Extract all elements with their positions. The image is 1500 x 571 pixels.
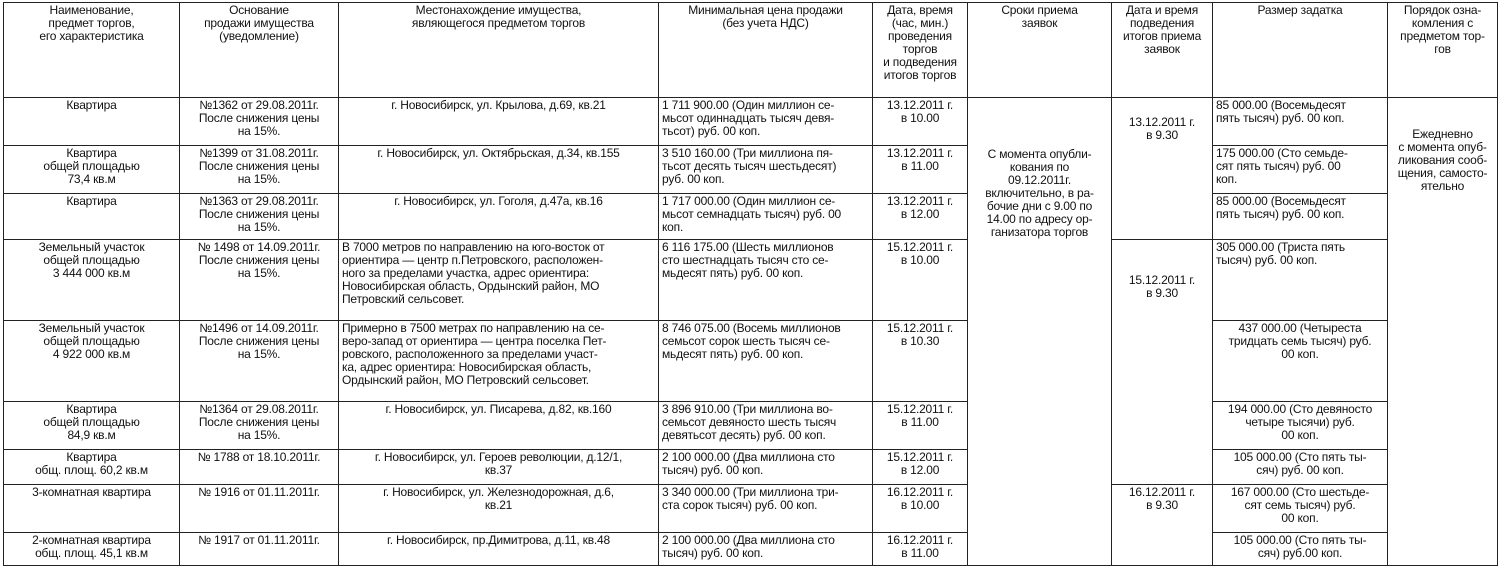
- lot-datetime: 16.12.2011 г. в 11.00: [873, 533, 968, 566]
- lot-datetime: 13.12.2011 г. в 10.00: [873, 98, 968, 146]
- lot-basis: №1364 от 29.08.2011г. После снижения цены на 15%.: [180, 402, 339, 450]
- lot-location: г. Новосибирск, ул. Гоголя, д.47а, кв.16: [339, 194, 659, 240]
- lot-basis: № 1498 от 14.09.2011г. После снижения цены на 15%.: [180, 240, 339, 321]
- lot-location: В 7000 метров по направлению на юго-восток от ориентира — центр п.Петровского, расположен- ного за пределами участка, адрес ориентира: Новосибирская область, Ордынский район, МО Петровский сельсовет.: [339, 240, 659, 321]
- table-row: [4, 98, 1498, 146]
- lot-name: Земельный участок общей площадью 3 444 000 кв.м: [4, 240, 180, 321]
- table-row: [4, 402, 1498, 450]
- lot-basis: № 1788 от 18.10.2011г.: [180, 450, 339, 485]
- lot-name: Квартира общ. площ. 60,2 кв.м: [4, 450, 180, 485]
- lot-price: 3 340 000.00 (Три миллиона три- ста сорок тысяч) руб. 00 коп.: [659, 485, 873, 533]
- header-auction-datetime: Дата, время (час, мин.) проведения торгов и подведения итогов торгов: [873, 3, 968, 98]
- lot-price: 8 746 075.00 (Восемь миллионов семьсот сорок шесть тысяч се- мьдесят пять) руб. 00 коп.: [659, 321, 873, 402]
- lot-datetime: 13.12.2011 г. в 11.00: [873, 146, 968, 194]
- summary-datetime: 16.12.2011 г. в 9.30: [1112, 485, 1213, 566]
- lot-deposit: 167 000.00 (Сто шестьде- сят семь тысяч) руб. 00 коп.: [1213, 485, 1388, 533]
- lot-deposit: 105 000.00 (Сто пять ты- сяч) руб.00 коп.: [1213, 533, 1388, 566]
- lot-location: Примерно в 7500 метрах по направлению на се- веро-запад от ориентира — центра поселка Пет- ровского, расположенного за пределами участ- ка, адрес ориентира: Новосибирская область, Ордынский район, МО Петровский сельсовет.: [339, 321, 659, 402]
- lot-price: 6 116 175.00 (Шесть миллионов сто шестнадцать тысяч сто се- мьдесят пять) руб. 00 коп.: [659, 240, 873, 321]
- table-row: [4, 321, 1498, 402]
- lot-price: 2 100 000.00 (Два миллиона сто тысяч) руб. 00 коп.: [659, 450, 873, 485]
- header-name: Наименование, предмет торгов, его характеристика: [4, 3, 180, 98]
- lot-price: 1 717 000.00 (Один миллион се- мьсот семнадцать тысяч) руб. 00 коп.: [659, 194, 873, 240]
- table-row: [4, 240, 1498, 321]
- summary-datetime: 15.12.2011 г. в 9.30: [1112, 240, 1213, 485]
- lot-name: 3-комнатная квартира: [4, 485, 180, 533]
- header-row: [4, 3, 1498, 98]
- lot-name: Квартира: [4, 98, 180, 146]
- lot-datetime: 15.12.2011 г. в 12.00: [873, 450, 968, 485]
- lot-basis: № 1917 от 01.11.2011г.: [180, 533, 339, 566]
- lot-deposit: 85 000.00 (Восемьдесят пять тысяч) руб. 00 коп.: [1213, 98, 1388, 146]
- lot-location: г. Новосибирск, ул. Железнодорожная, д.6, кв.21: [339, 485, 659, 533]
- summary-datetime: 13.12.2011 г. в 9.30: [1112, 98, 1213, 240]
- header-min-price: Минимальная цена продажи (без учета НДС): [659, 3, 873, 98]
- lot-name: Земельный участок общей площадью 4 922 000 кв.м: [4, 321, 180, 402]
- lot-datetime: 13.12.2011 г. в 12.00: [873, 194, 968, 240]
- header-summary-datetime: Дата и время подведения итогов приема заявок: [1112, 3, 1213, 98]
- lot-price: 2 100 000.00 (Два миллиона сто тысяч) руб. 00 коп.: [659, 533, 873, 566]
- lot-name: Квартира общей площадью 84,9 кв.м: [4, 402, 180, 450]
- familiarization: Ежедневно с момента опуб- ликования сооб- щения, самосто- ятельно: [1388, 98, 1498, 566]
- lot-price: 3 896 910.00 (Три миллиона во- семьсот девяносто шесть тысяч девятьсот десять) руб. 00 коп.: [659, 402, 873, 450]
- lot-basis: №1363 от 29.08.2011г. После снижения цены на 15%.: [180, 194, 339, 240]
- table-row: [4, 146, 1498, 194]
- header-location: Местонахождение имущества, являющегося предметом торгов: [339, 3, 659, 98]
- lot-location: г. Новосибирск, ул. Октябрьская, д.34, кв.155: [339, 146, 659, 194]
- lot-datetime: 15.12.2011 г. в 10.00: [873, 240, 968, 321]
- lot-location: г. Новосибирск, ул. Крылова, д.69, кв.21: [339, 98, 659, 146]
- lot-datetime: 16.12.2011 г. в 10.00: [873, 485, 968, 533]
- header-application-period: Сроки приема заявок: [968, 3, 1112, 98]
- lot-name: 2-комнатная квартира общ. площ. 45,1 кв.м: [4, 533, 180, 566]
- lot-basis: №1362 от 29.08.2011г. После снижения цены на 15%.: [180, 98, 339, 146]
- lot-deposit: 305 000.00 (Триста пять тысяч) руб. 00 коп.: [1213, 240, 1388, 321]
- lot-deposit: 85 000.00 (Восемьдесят пять тысяч) руб. 00 коп.: [1213, 194, 1388, 240]
- lot-location: г. Новосибирск, ул. Писарева, д.82, кв.160: [339, 402, 659, 450]
- lot-location: г. Новосибирск, пр.Димитрова, д.11, кв.48: [339, 533, 659, 566]
- lot-price: 3 510 160.00 (Три миллиона пя- тьсот десять тысяч шестьдесят) руб. 00 коп.: [659, 146, 873, 194]
- table-row: [4, 485, 1498, 533]
- header-deposit: Размер задатка: [1213, 3, 1388, 98]
- lot-name: Квартира общей площадью 73,4 кв.м: [4, 146, 180, 194]
- table-row: [4, 450, 1498, 485]
- auction-notice-table: [3, 2, 1498, 566]
- lot-deposit: 105 000.00 (Сто пять ты- сяч) руб. 00 коп.: [1213, 450, 1388, 485]
- application-period: С момента опубли- кования по 09.12.2011г. включительно, в ра- бочие дни с 9.00 по 14.00 по адресу ор- ганизатора торгов: [968, 98, 1112, 566]
- lot-deposit: 437 000.00 (Четыреста тридцать семь тысяч) руб. 00 коп.: [1213, 321, 1388, 402]
- header-basis: Основание продажи имущества (уведомление): [180, 3, 339, 98]
- lot-deposit: 175 000.00 (Сто семьде- сят пять тысяч) руб. 00 коп.: [1213, 146, 1388, 194]
- lot-datetime: 15.12.2011 г. в 10.30: [873, 321, 968, 402]
- table-row: [4, 533, 1498, 566]
- lot-price: 1 711 900.00 (Один миллион се- мьсот одиннадцать тысяч девя- тьсот) руб. 00 коп.: [659, 98, 873, 146]
- lot-location: г. Новосибирск, ул. Героев революции, д.12/1, кв.37: [339, 450, 659, 485]
- lot-basis: №1496 от 14.09.2011г. После снижения цены на 15%.: [180, 321, 339, 402]
- lot-datetime: 15.12.2011 г. в 11.00: [873, 402, 968, 450]
- lot-basis: №1399 от 31.08.2011г. После снижения цены на 15%.: [180, 146, 339, 194]
- lot-basis: № 1916 от 01.11.2011г.: [180, 485, 339, 533]
- lot-name: Квартира: [4, 194, 180, 240]
- header-familiarization: Порядок озна- комления с предметом тор- гов: [1388, 3, 1498, 98]
- table-row: [4, 194, 1498, 240]
- lot-deposit: 194 000.00 (Сто девяносто четыре тысячи) руб. 00 коп.: [1213, 402, 1388, 450]
